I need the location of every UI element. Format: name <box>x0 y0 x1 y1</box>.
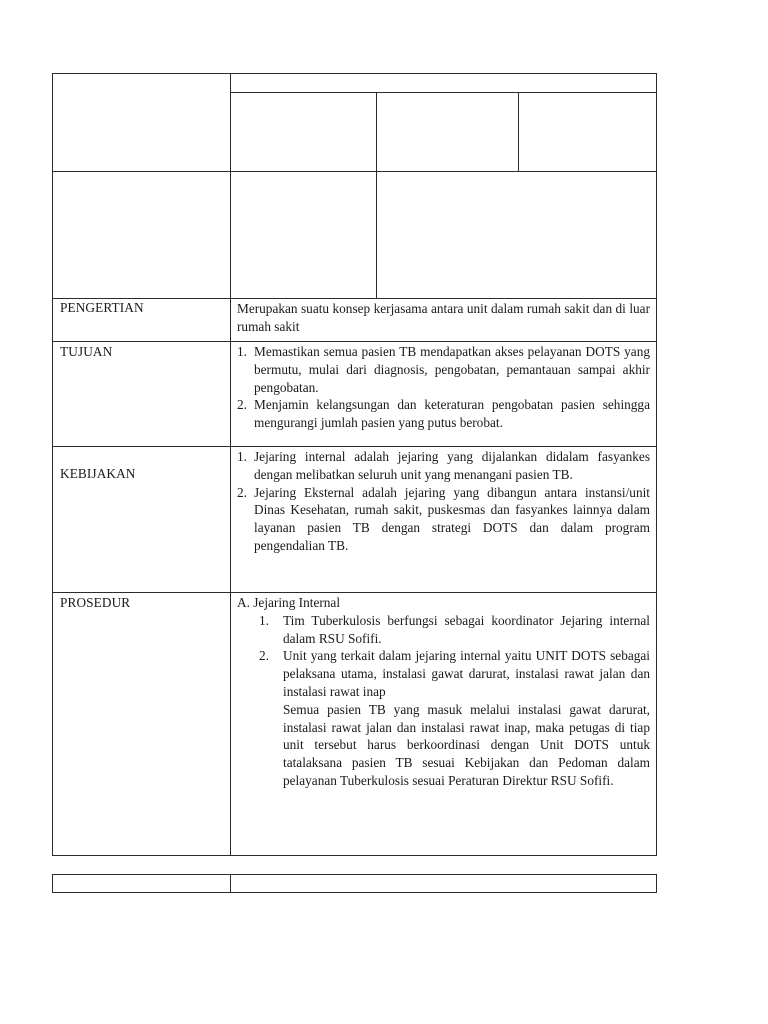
list-item <box>237 343 650 396</box>
header-cell-divider-1 <box>376 92 377 298</box>
header-cell-divider-2 <box>518 92 519 171</box>
list-item <box>237 647 650 700</box>
prosedur-content <box>237 594 650 790</box>
list-item-number: 2. <box>237 484 247 500</box>
list-item-number: 2. <box>259 648 269 664</box>
list-item <box>237 612 650 648</box>
list-item-number: 1. <box>237 449 247 464</box>
list-item-number: 2. <box>237 397 247 413</box>
kebijakan-label: KEBIJAKAN <box>60 466 136 481</box>
list-item-text: Tim Tuberkulosis berfungsi sebagai koordinator Jejaring internal dalam RSU Sofifi. <box>283 612 650 646</box>
list-item-number: 1. <box>237 344 247 359</box>
list-item-text: Unit yang terkait dalam jejaring internal yaitu UNIT DOTS sebagai pelaksana utama, instalasi gawat darurat, instalasi rawat jalan dan instalasi rawat inap <box>283 648 650 699</box>
list-item-text: Menjamin kelangsungan dan keteraturan pengobatan pasien sehingga mengurangi jumlah pasien yang putus berobat. <box>254 397 650 431</box>
left-column-divider <box>230 73 231 856</box>
pengertian-label: PENGERTIAN <box>60 300 144 315</box>
header-row-divider <box>52 171 657 172</box>
prosedur-row-top <box>52 592 657 593</box>
list-item-number: 1. <box>259 612 269 628</box>
pengertian-row-top <box>52 298 657 299</box>
list-item-text: Memastikan semua pasien TB mendapatkan akses pelayanan DOTS yang bermutu, mulai dari diagnosis, pengobatan, pemantauan sampai akhir pengobatan. <box>254 344 650 395</box>
prosedur-section-a: A. Jejaring Internal <box>237 595 341 610</box>
list-item <box>237 396 650 432</box>
list-item <box>237 484 650 555</box>
tujuan-row-top <box>52 341 657 342</box>
list-item-text: Jejaring internal adalah jejaring yang dijalankan didalam fasyankes dengan melibatkan seluruh unit yang menangani pasien TB. <box>254 449 650 482</box>
prosedur-label: PROSEDUR <box>60 595 131 610</box>
tujuan-label: TUJUAN <box>60 344 113 359</box>
pengertian-text: Merupakan suatu konsep kerjasama antara unit dalam rumah sakit dan di luar rumah sakit <box>237 301 650 334</box>
header-title-row-divider <box>230 92 657 93</box>
list-item <box>237 448 650 484</box>
footer-table <box>52 874 657 893</box>
kebijakan-row-top <box>52 446 657 447</box>
tujuan-list <box>237 343 650 432</box>
prosedur-paragraph: Semua pasien TB yang masuk melalui instalasi gawat darurat, instalasi rawat jalan dan instalasi rawat inap, maka petugas di tiap unit tersebut harus berkoordinasi dengan Unit DOTS untuk tatalaksana pasien TB sesuai Kebijakan dan Pedoman dalam pelayanan Tuberkulosis sesuai Peraturan Direktur RSU Sofifi. <box>283 701 650 788</box>
list-item-text: Jejaring Eksternal adalah jejaring yang dibangun antara instansi/unit Dinas Kesehatan, rumah sakit, puskesmas dan fasyankes lainnya dalam layanan pasien TB dengan strategi DOTS dan dalam program pengendalian TB. <box>254 484 650 553</box>
footer-cell-divider <box>230 874 231 893</box>
kebijakan-list <box>237 448 650 555</box>
